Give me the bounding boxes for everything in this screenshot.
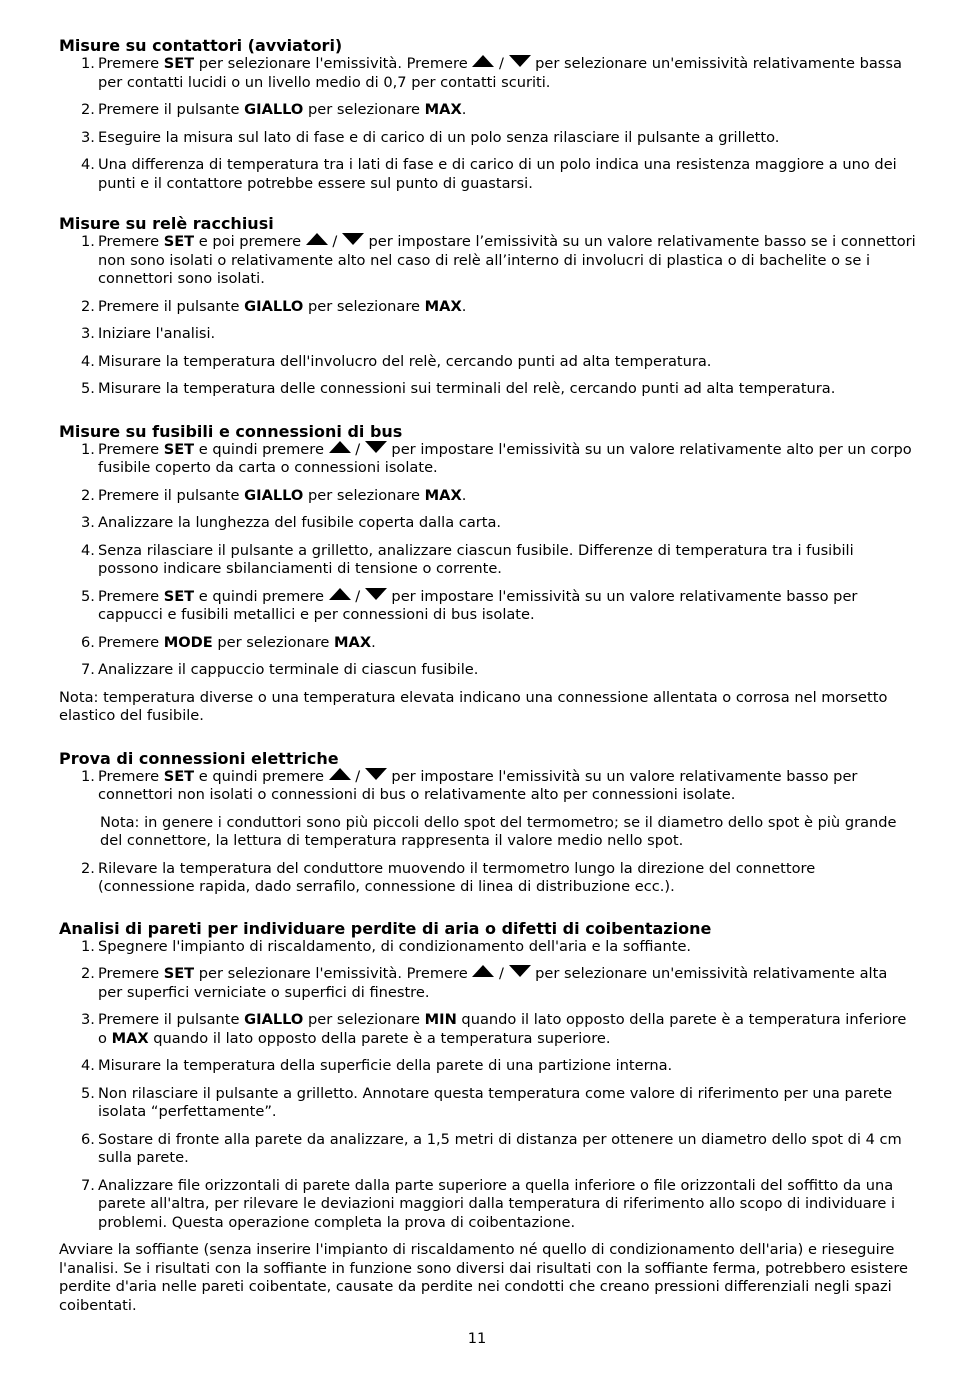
section bbox=[59, 36, 916, 193]
step-text: Spegnere l'impianto di riscaldamento, di condizionamento dell'aria e la soffiante. bbox=[98, 937, 692, 955]
section bbox=[59, 422, 916, 726]
step-item bbox=[59, 298, 916, 317]
step-item bbox=[59, 129, 916, 148]
step-text: Rilevare la temperatura del conduttore muovendo il termometro lungo la direzione del connettore (connessione rapida, dado serrafilo, connessione di linea di distribuzione ecc.). bbox=[98, 859, 816, 895]
step-number: 2. bbox=[81, 859, 95, 877]
key-label: MAX bbox=[111, 1029, 149, 1047]
step-number: 1. bbox=[81, 55, 95, 72]
step-text: Premere bbox=[98, 233, 164, 250]
step-text: Analizzare il cappuccio terminale di ciascun fusibile. bbox=[98, 661, 479, 678]
step-item bbox=[59, 661, 916, 680]
arrow-up-icon bbox=[472, 965, 494, 977]
step-text: . bbox=[461, 101, 467, 118]
section bbox=[59, 919, 916, 1316]
step-text: Premere bbox=[98, 767, 164, 785]
step-list bbox=[59, 55, 916, 193]
step-text: Premere bbox=[98, 55, 164, 72]
step-list bbox=[59, 441, 916, 680]
step-text: Non rilasciare il pulsante a grilletto. Annotare questa temperatura come valore di riferimento per una parete isolata “perfettamente”. bbox=[98, 1084, 893, 1120]
arrow-down-icon bbox=[365, 441, 387, 453]
step-list bbox=[59, 938, 916, 1233]
step-number: 4. bbox=[81, 156, 95, 173]
step-item bbox=[59, 1085, 916, 1122]
step-item bbox=[59, 1177, 916, 1233]
arrow-down-icon bbox=[365, 768, 387, 780]
step-text: e quindi premere bbox=[194, 440, 329, 458]
key-label: SET bbox=[163, 767, 195, 785]
step-text: / bbox=[327, 233, 342, 250]
step-item bbox=[59, 353, 916, 372]
step-number: 6. bbox=[81, 633, 95, 651]
arrow-down-icon bbox=[509, 55, 531, 67]
step-item bbox=[59, 1011, 916, 1048]
step-item bbox=[59, 487, 916, 506]
step-text: / bbox=[494, 55, 509, 72]
step-item bbox=[59, 514, 916, 533]
step-number: 2. bbox=[81, 101, 95, 118]
section-heading: Misure su contattori (avviatori) bbox=[59, 36, 343, 55]
key-label: MAX bbox=[424, 297, 462, 315]
step-number: 3. bbox=[81, 325, 95, 342]
step-item bbox=[59, 325, 916, 344]
step-number: 3. bbox=[81, 128, 95, 146]
step-text: Premere bbox=[98, 587, 164, 605]
step-text: Una differenza di temperatura tra i lati di fase e di carico di un polo indica una resistenza maggiore a uno dei punti e il contattore potrebbe essere sul punto di guastarsi. bbox=[98, 156, 897, 192]
step-item bbox=[59, 938, 916, 957]
step-text: . bbox=[371, 633, 376, 651]
step-text: quando il lato opposto della parete è a temperatura inferiore o bbox=[98, 1011, 907, 1047]
key-label: SET bbox=[163, 965, 195, 982]
step-number: 5. bbox=[81, 587, 95, 605]
key-label: GIALLO bbox=[244, 1011, 304, 1028]
section bbox=[59, 749, 916, 897]
manual-page bbox=[59, 36, 916, 1325]
step-item bbox=[59, 860, 916, 897]
step-number: 5. bbox=[81, 1084, 95, 1102]
section-heading: Misure su fusibili e connessioni di bus bbox=[59, 421, 403, 441]
step-text: Eseguire la misura sul lato di fase e di carico di un polo senza rilasciare il pulsante a grilletto. bbox=[98, 128, 780, 146]
step-item bbox=[59, 965, 916, 1002]
step-text: Analizzare la lunghezza del fusibile coperta dalla carta. bbox=[98, 514, 502, 531]
step-item bbox=[59, 1131, 916, 1168]
step-text: Sostare di fronte alla parete da analizzare, a 1,5 metri di distanza per ottenere un diametro dello spot di 4 cm sulla parete. bbox=[98, 1130, 902, 1166]
step-text: Analizzare file orizzontali di parete dalla parte superiore a quella inferiore o file orizzontali del soffitto da una parete all'altra, per rilevare le deviazioni maggiori dalla temperatura di riferimento allo scopo di individuare i problemi. Questa operazione completa la prova di coibentazione. bbox=[98, 1176, 896, 1231]
step-item bbox=[59, 542, 916, 579]
step-text: Premere il pulsante bbox=[98, 297, 245, 315]
arrow-down-icon bbox=[365, 588, 387, 600]
section-note: Nota: temperatura diverse o una temperatura elevata indicano una connessione allentata o corrosa nel morsetto elastico del fusibile. bbox=[59, 688, 888, 724]
step-item bbox=[59, 634, 916, 653]
step-number: 7. bbox=[81, 1176, 95, 1194]
step-text: per selezionare bbox=[303, 101, 425, 118]
step-number: 3. bbox=[81, 514, 95, 531]
step-text: per selezionare un'emissività relativamente alta per superfici verniciate o superfici di finestre. bbox=[98, 965, 888, 1001]
step-text: per selezionare bbox=[303, 486, 425, 504]
step-item bbox=[59, 768, 916, 805]
step-number: 4. bbox=[81, 352, 95, 370]
step-number: 1. bbox=[81, 233, 95, 250]
step-text: . bbox=[461, 486, 467, 504]
step-text: / bbox=[494, 965, 509, 982]
step-number: 5. bbox=[81, 380, 95, 397]
key-label: GIALLO bbox=[244, 101, 304, 118]
step-text: per selezionare bbox=[212, 633, 334, 651]
step-number: 1. bbox=[81, 440, 95, 458]
step-text: / bbox=[350, 767, 365, 785]
step-text: Premere il pulsante bbox=[98, 101, 245, 118]
step-item bbox=[59, 588, 916, 625]
step-item bbox=[59, 233, 916, 289]
step-number: 2. bbox=[81, 486, 95, 504]
step-text: Premere il pulsante bbox=[98, 486, 245, 504]
section-heading: Prova di connessioni elettriche bbox=[59, 748, 339, 768]
key-label: MAX bbox=[424, 101, 462, 118]
step-list bbox=[59, 233, 916, 399]
step-text: per selezionare bbox=[303, 297, 425, 315]
step-text: Senza rilasciare il pulsante a grilletto, analizzare ciascun fusibile. Differenze di temperatura tra i fusibili possono indicare sbilanciamenti di tensione o corrente. bbox=[98, 541, 854, 577]
step-number: 4. bbox=[81, 1057, 95, 1074]
key-label: MODE bbox=[163, 633, 213, 651]
section-heading: Analisi di pareti per individuare perdite di aria o difetti di coibentazione bbox=[59, 918, 712, 938]
step-text: Misurare la temperatura delle connessioni sui terminali del relè, cercando punti ad alta temperatura. bbox=[98, 380, 836, 397]
step-text: Misurare la temperatura dell'involucro del relè, cercando punti ad alta temperatura. bbox=[98, 352, 712, 370]
step-text: e quindi premere bbox=[194, 767, 329, 785]
step-text: per selezionare un'emissività relativamente bassa per contatti lucidi o un livello medio di 0,7 per contatti scuriti. bbox=[98, 55, 902, 91]
step-text: Premere il pulsante bbox=[98, 1011, 245, 1028]
step-text: Misurare la temperatura della superficie della parete di una partizione interna. bbox=[98, 1057, 673, 1074]
arrow-up-icon bbox=[472, 55, 494, 67]
page-number: 11 bbox=[467, 1330, 487, 1347]
step-text: e quindi premere bbox=[194, 587, 329, 605]
step-number: 1. bbox=[81, 937, 95, 955]
step-number: 1. bbox=[81, 767, 95, 785]
step-text: quando il lato opposto della parete è a temperatura superiore. bbox=[148, 1029, 611, 1047]
key-label: SET bbox=[163, 440, 195, 458]
step-item bbox=[59, 55, 916, 92]
key-label: SET bbox=[163, 55, 195, 72]
key-label: MAX bbox=[334, 633, 372, 651]
arrow-up-icon bbox=[329, 768, 351, 780]
key-label: GIALLO bbox=[244, 486, 304, 504]
step-text: per impostare l'emissività su un valore relativamente basso per connettori non isolati o connessioni di bus o relativamente alto per connessioni isolate. bbox=[98, 767, 858, 803]
step-text: per selezionare bbox=[303, 1011, 425, 1028]
arrow-up-icon bbox=[306, 233, 328, 245]
step-text: per selezionare l'emissività. Premere bbox=[194, 965, 473, 982]
key-label: SET bbox=[163, 587, 195, 605]
step-number: 2. bbox=[81, 297, 95, 315]
section-note: Avviare la soffiante (senza inserire l'impianto di riscaldamento né quello di condizionamento dell'aria) e rieseguire l'analisi. Se i risultati con la soffiante in funzione sono diversi dai risultati con la soffiante ferma, potrebbero esistere perdite d'aria nelle pareti coibentate, causate da perdite nei condotti che creano pressioni differenziali negli spazi coibentati. bbox=[59, 1241, 908, 1314]
key-label: GIALLO bbox=[244, 297, 304, 315]
step-item bbox=[59, 156, 916, 193]
step-text: Premere bbox=[98, 440, 164, 458]
step-number: 6. bbox=[81, 1130, 95, 1148]
key-label: SET bbox=[163, 233, 195, 250]
step-number: 7. bbox=[81, 661, 95, 678]
step-number: 2. bbox=[81, 965, 95, 982]
step-item bbox=[59, 380, 916, 399]
arrow-up-icon bbox=[329, 588, 351, 600]
step-number: 3. bbox=[81, 1011, 95, 1028]
step-item bbox=[59, 441, 916, 478]
step-text: e poi premere bbox=[194, 233, 306, 250]
arrow-up-icon bbox=[329, 441, 351, 453]
step-text: Premere bbox=[98, 633, 164, 651]
arrow-down-icon bbox=[509, 965, 531, 977]
step-text: per impostare l'emissività su un valore relativamente alto per un corpo fusibile coperto da carta o connessioni isolate. bbox=[98, 440, 912, 476]
step-text: per impostare l'emissività su un valore relativamente basso per cappucci e fusibili metallici e per connessioni di bus isolate. bbox=[98, 587, 858, 623]
key-label: MIN bbox=[424, 1011, 457, 1028]
step-number: 4. bbox=[81, 541, 95, 559]
step-text: per impostare l’emissività su un valore relativamente basso se i connettori non sono isolati o relativamente alto nel caso di relè all’interno di involucri di plastica o di bachelite o se i connettori sono isolati. bbox=[98, 233, 916, 287]
step-text: Premere bbox=[98, 965, 164, 982]
step-note: Nota: in genere i conduttori sono più piccoli dello spot del termometro; se il diametro dello spot è più grande del connettore, la lettura di temperatura rappresenta il valore medio nello spot. bbox=[100, 813, 897, 849]
section-heading: Misure su relè racchiusi bbox=[59, 214, 274, 233]
step-list bbox=[59, 768, 916, 897]
step-text: / bbox=[350, 440, 365, 458]
step-text: Iniziare l'analisi. bbox=[98, 325, 216, 342]
section bbox=[59, 214, 916, 399]
step-item bbox=[59, 1057, 916, 1076]
step-text: per selezionare l'emissività. Premere bbox=[194, 55, 473, 72]
step-item bbox=[59, 101, 916, 120]
key-label: MAX bbox=[424, 486, 462, 504]
arrow-down-icon bbox=[342, 233, 364, 245]
step-text: / bbox=[350, 587, 365, 605]
step-text: . bbox=[461, 297, 467, 315]
